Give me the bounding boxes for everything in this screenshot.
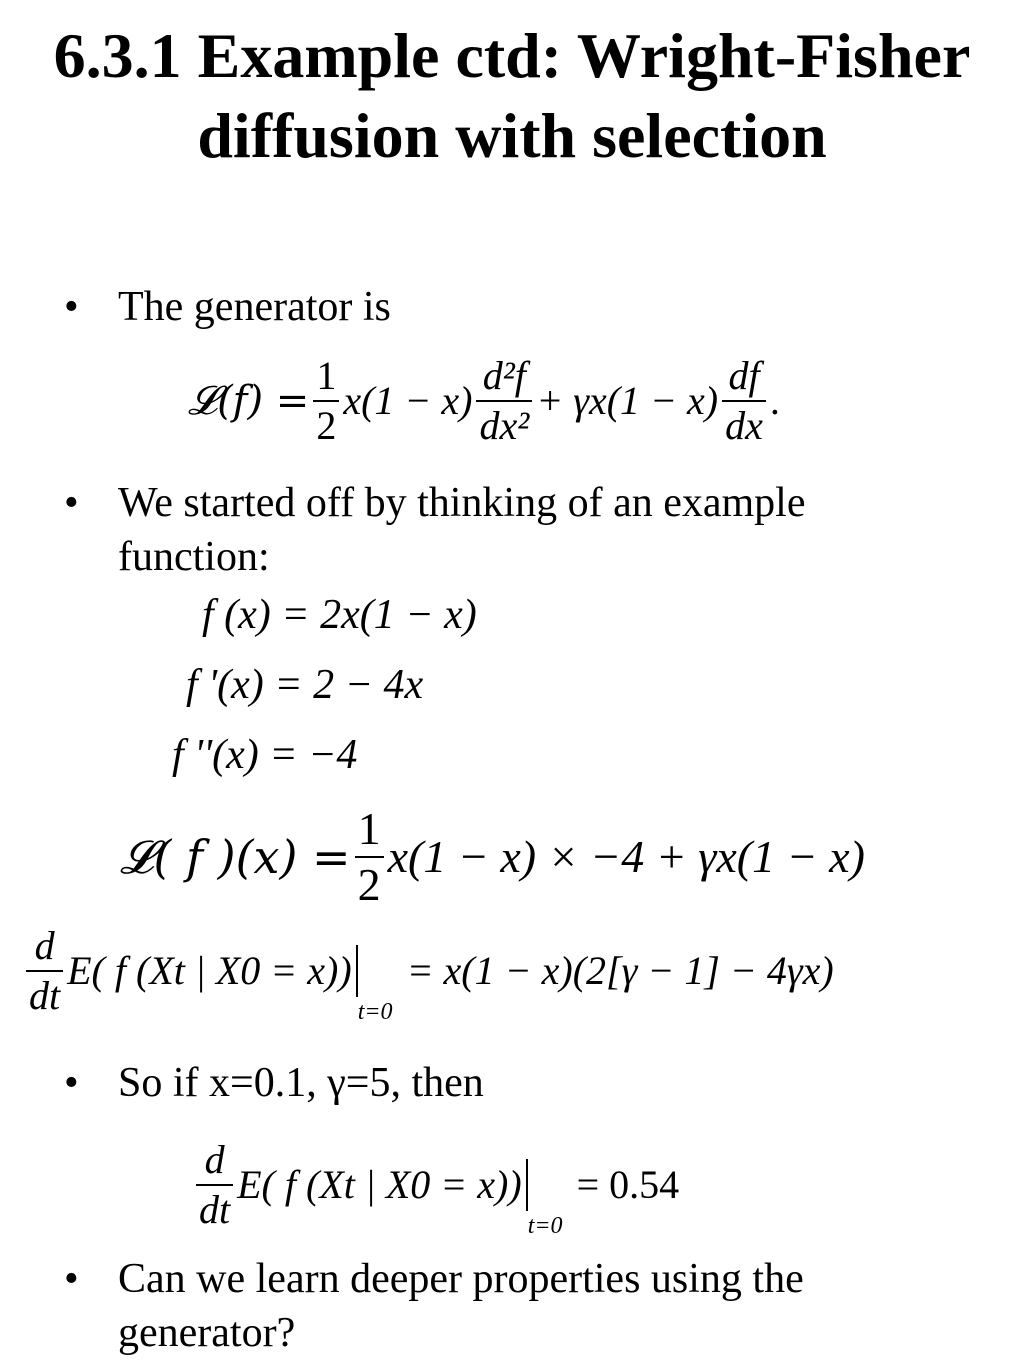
bullet-text: Can we learn deeper properties using the generator? (118, 1256, 804, 1356)
d-dt-fraction: $\frac{d}{dt}$ (26, 926, 63, 1016)
generator-end: . (769, 378, 780, 423)
generator-term1: x(1 − x) (343, 378, 473, 423)
expectation-value: = 0.54 (576, 1162, 680, 1207)
expectation-expr: E( f (Xt | X0 = x)) (67, 948, 352, 993)
lf-equation (120, 803, 865, 910)
first-derivative-fraction: $\frac{df}{dx}$ (722, 356, 766, 446)
title-line-1: 6.3.1 Example ctd: Wright-Fisher (53, 20, 971, 91)
expectation-expr: E( f (Xt | X0 = x)) (237, 1162, 522, 1207)
f-prime-equation: f '(x) = 2 − 4x (186, 662, 424, 708)
lf-rhs: x(1 − x) × −4 + γx(1 − x) (387, 831, 865, 882)
evaluation-point: t=0 (357, 999, 393, 1025)
evaluation-bar (356, 945, 358, 997)
generator-equation (188, 353, 780, 448)
bullet-dot: • (64, 480, 79, 526)
bullet-dot: • (64, 284, 79, 330)
evaluation-bar (526, 1159, 528, 1211)
lf-lhs: 𝓛( f )(x) = (120, 830, 351, 884)
bullet-text: So if x=0.1, γ=5, then (118, 1060, 484, 1106)
half-fraction: $\frac{1}{2}$ (313, 356, 339, 446)
expectation-value-equation (192, 1137, 680, 1239)
generator-lhs: 𝓛(f) = (188, 378, 310, 424)
half-fraction: $\frac{1}{2}$ (355, 806, 384, 908)
f-double-prime-equation: f ''(x) = −4 (172, 732, 358, 778)
bullet-text: The generator is (118, 284, 391, 330)
d-dt-fraction: $\frac{d}{dt}$ (196, 1140, 233, 1230)
slide-title (0, 16, 1024, 176)
generator-selection-term: + γx(1 − x) (536, 378, 719, 423)
expectation-rhs: = x(1 − x)(2[γ − 1] − 4γx) (406, 948, 834, 993)
bullet-text: We started off by thinking of an example function: (118, 480, 806, 580)
title-line-2: diffusion with selection (197, 100, 827, 171)
evaluation-point: t=0 (527, 1213, 563, 1239)
f-equation: f (x) = 2x(1 − x) (202, 592, 477, 638)
bullet-dot: • (64, 1256, 79, 1302)
expectation-derivative-equation (22, 923, 834, 1025)
second-derivative-fraction: $\frac{\text{d²f}}{\text{dx²}}$ (476, 356, 532, 446)
bullet-dot: • (64, 1060, 79, 1106)
